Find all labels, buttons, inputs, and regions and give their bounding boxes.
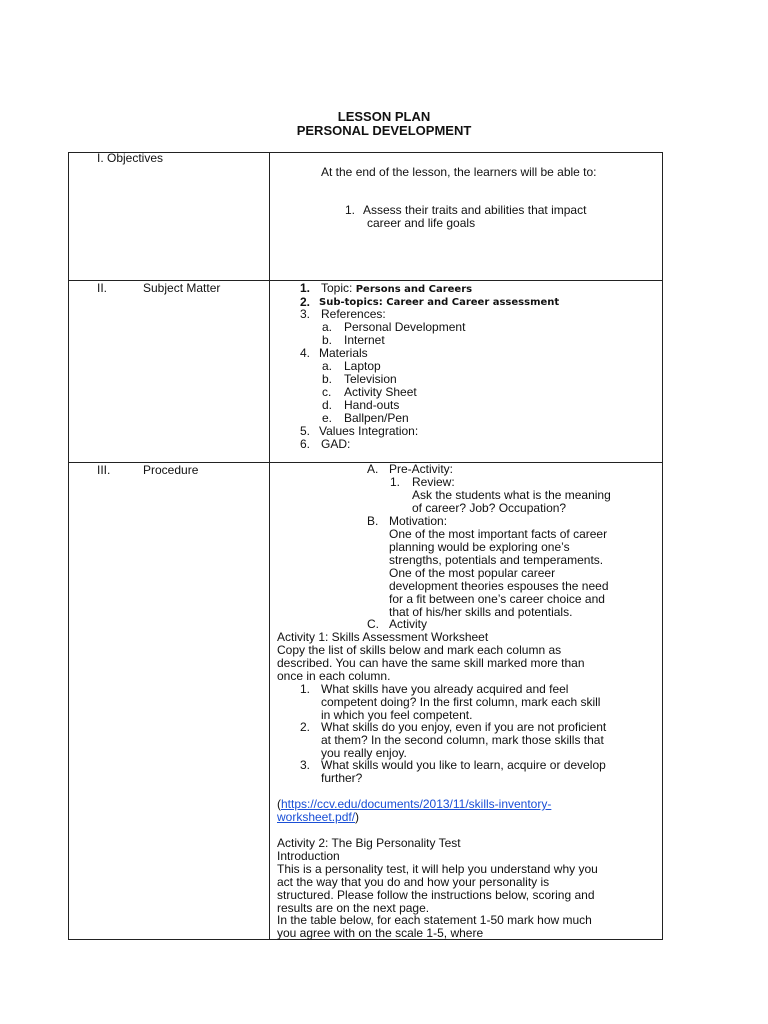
subtopics-line: Sub-topics: Career and Career assessment [319, 297, 560, 308]
motivation-line: development theories espouses the need [389, 579, 609, 593]
materials-label: Materials [319, 346, 368, 360]
review-number: 1. [390, 475, 401, 489]
material-d-text: Hand-outs [344, 398, 400, 412]
question-3-line: What skills would you like to learn, acquire or develop [321, 758, 606, 772]
material-a-letter: a. [322, 359, 333, 373]
gad-label: GAD: [321, 437, 351, 451]
gad-number: 6. [300, 437, 311, 451]
lesson-plan-table [68, 152, 663, 940]
topic-number: 1. [300, 281, 311, 295]
question-1-number: 1. [300, 682, 311, 696]
activity-2-line: In the table below, for each statement 1-50 mark how much [277, 913, 592, 927]
materials-number: 4. [300, 346, 311, 360]
question-2-line: you really enjoy. [321, 746, 407, 760]
motivation-letter: B. [367, 514, 379, 528]
topic-value: Persons and Careers [355, 284, 473, 295]
procedure-label: Procedure [143, 463, 199, 477]
activity-2-line: act the way that you do and how your personality is [277, 875, 550, 889]
values-number: 5. [300, 424, 311, 438]
activity-2-line: results are on the next page. [277, 901, 430, 915]
material-c-letter: c. [322, 385, 332, 399]
worksheet-link-line1: (https://ccv.edu/documents/2013/11/skills-inventory- [277, 797, 552, 811]
subject-title: PERSONAL DEVELOPMENT [296, 123, 472, 138]
column-divider [269, 152, 270, 940]
activity-2-line: This is a personality test, it will help you understand why you [277, 862, 598, 876]
material-d-letter: d. [322, 398, 333, 412]
activity-2-line: structured. Please follow the instructions below, scoring and [277, 888, 595, 902]
activity-letter: C. [367, 617, 379, 631]
activity-1-intro-line: described. You can have the same skill marked more than [277, 656, 585, 670]
values-label: Values Integration: [319, 424, 419, 438]
objective-1-line1: Assess their traits and abilities that impact [363, 203, 587, 217]
motivation-line: planning would be exploring one’s [389, 540, 570, 554]
question-1-line: competent doing? In the first column, mark each skill [321, 695, 601, 709]
review-line2: of career? Job? Occupation? [412, 501, 567, 515]
material-b-text: Television [344, 372, 397, 386]
activity-2-introduction-heading: Introduction [277, 849, 340, 863]
material-e-letter: e. [322, 411, 333, 425]
references-number: 3. [300, 307, 311, 321]
motivation-line: for a fit between one’s career choice and [389, 592, 605, 606]
material-e-text: Ballpen/Pen [344, 411, 409, 425]
question-1-line: What skills have you already acquired and feel [321, 682, 569, 696]
material-a-text: Laptop [344, 359, 381, 373]
objectives-label: I. Objectives [97, 151, 164, 165]
question-2-number: 2. [300, 720, 311, 734]
motivation-line: One of the most popular career [389, 566, 556, 580]
subject-matter-label: Subject Matter [143, 281, 221, 295]
activity-1-intro-line: Copy the list of skills below and mark each column as [277, 643, 562, 657]
ref-b-letter: b. [322, 333, 333, 347]
question-3-line: further? [321, 771, 363, 785]
pre-activity-label: Pre-Activity: [389, 462, 454, 476]
worksheet-link-line2: worksheet.pdf/) [277, 810, 360, 824]
objective-1-number: 1. [345, 203, 356, 217]
objective-1-line2: career and life goals [367, 216, 476, 230]
question-1-line: in which you feel competent. [321, 708, 473, 722]
motivation-line: strengths, potentials and temperaments. [389, 553, 604, 567]
material-c-text: Activity Sheet [344, 385, 417, 399]
activity-label: Activity [389, 617, 428, 631]
subject-matter-number: II. [97, 281, 108, 295]
motivation-label: Motivation: [389, 514, 448, 528]
review-label: Review: [412, 475, 455, 489]
motivation-line: that of his/her skills and potentials. [389, 605, 573, 619]
activity-2-line: you agree with on the scale 1-5, where [277, 926, 484, 940]
activity-2-title: Activity 2: The Big Personality Test [277, 836, 461, 850]
material-b-letter: b. [322, 372, 333, 386]
topic-line: Topic: Persons and Careers [321, 281, 473, 295]
ref-b-text: Internet [344, 333, 385, 347]
worksheet-link[interactable]: https://ccv.edu/documents/2013/11/skills-inventory- [281, 797, 552, 811]
question-2-line: What skills do you enjoy, even if you are not proficient [321, 720, 607, 734]
procedure-number: III. [97, 463, 111, 477]
pre-activity-letter: A. [367, 462, 379, 476]
references-label: References: [321, 307, 386, 321]
subtopics-number: 2. [300, 295, 311, 309]
objectives-intro: At the end of the lesson, the learners will be able to: [321, 165, 597, 179]
ref-a-text: Personal Development [344, 320, 466, 334]
lesson-plan-title: LESSON PLAN [337, 109, 431, 124]
motivation-line: One of the most important facts of career [389, 527, 608, 541]
activity-1-title: Activity 1: Skills Assessment Worksheet [277, 630, 489, 644]
worksheet-link-continued[interactable]: worksheet.pdf/ [277, 810, 356, 824]
question-3-number: 3. [300, 758, 311, 772]
review-line1: Ask the students what is the meaning [412, 488, 611, 502]
activity-1-intro-line: once in each column. [277, 669, 391, 683]
question-2-line: at them? In the second column, mark those skills that [321, 733, 604, 747]
ref-a-letter: a. [322, 320, 333, 334]
